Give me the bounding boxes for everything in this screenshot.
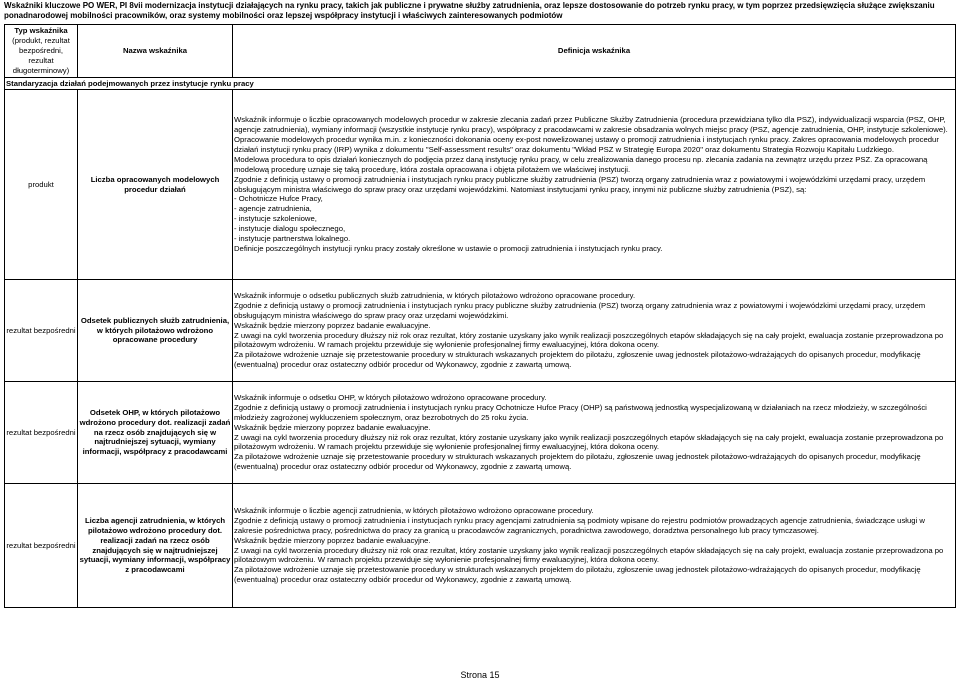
indicator-type: rezultat bezpośredni [5, 484, 78, 608]
definition-line: Za pilotażowe wdrożenie uznaje się przetestowanie procedury w strukturach wskazanych projektem do pilotażu, zgłoszenie uwag jednostek pilotażowo-wdrażających do opisanych procedur, modyfikację (ewentualną) procedur oraz ostateczny odbiór procedur od Wykonawcy, zgodnie z zawartą umową. [234, 350, 921, 370]
definition-line: Zgodnie z definicją ustawy o promocji zatrudnienia i instytucjach rynku pracy publiczne służby zatrudnienia (PSZ) tworzą organy zatrudnienia wraz z powiatowymi i wojewódzkimi urzędami pracy, urzędem obsługującym ministra właściwego do spraw pracy oraz urzędami wojewódzkimi. Natomiast instytucjami rynku pracy, innymi niż publiczne służby zatrudnienia (PSZ), są: [234, 174, 926, 194]
definition-line: Z uwagi na cykl tworzenia procedury dłuższy niż rok oraz rezultat, który zostanie uzyskany jako wynik realizacji poszczególnych etapów składających się na cały projekt, ewaluacja zostanie przeprowadzona po pilotażowym wdrożeniu. W ramach projektu przewiduje się wyłonienie profesjonalnej firmy ewaluacyjnej, która dokona oceny. [234, 330, 944, 350]
definition-line: Zgodnie z definicją ustawy o promocji zatrudnienia i instytucjach rynku pracy agencjami zatrudnienia są podmioty wpisane do rejestru podmiotów prowadzących agencje zatrudnienia, świadczące usługi w zakresie pośrednictwa pracy, pośrednictwa do pracy za granicą u pracodawców zagranicznych, poradnictwa zawodowego, doradztwa personalnego lub pracy tymczasowej. [234, 515, 925, 535]
definition-line: Zgodnie z definicją ustawy o promocji zatrudnienia i instytucjach rynku pracy Ochotnicze Hufce Pracy (OHP) są państwową jednostką wyspecjalizowaną w działaniach na rzecz młodzieży, w szczególności młodzieży zagrożonej wykluczeniem społecznym, oraz bezrobotnych do 25 roku życia. [234, 402, 927, 422]
indicator-name: Liczba opracowanych modelowych procedur działań [78, 90, 233, 280]
indicator-definition [233, 382, 956, 484]
definition-line: Z uwagi na cykl tworzenia procedury dłuższy niż rok oraz rezultat, który zostanie uzyskany jako wynik realizacji poszczególnych etapów składających się na cały projekt, ewaluacja zostanie przeprowadzona po pilotażowym wdrożeniu. W ramach projektu przewiduje się wyłonienie profesjonalnej firmy ewaluacyjnej, która dokona oceny. [234, 545, 944, 565]
table-row [5, 382, 956, 484]
indicator-definition [233, 484, 956, 608]
indicator-type: rezultat bezpośredni [5, 280, 78, 382]
indicator-name: Odsetek publicznych służb zatrudnienia, w których pilotażowo wdrożono opracowane procedury [78, 280, 233, 382]
definition-line: Zgodnie z definicją ustawy o promocji zatrudnienia i instytucjach rynku pracy publiczne służby zatrudnienia (PSZ) tworzą organy zatrudnienia wraz z powiatowymi i wojewódzkimi urzędami pracy, urzędem obsługującym ministra właściwego do spraw pracy oraz urzędami wojewódzkimi. [234, 300, 926, 320]
definition-line: - agencje zatrudnienia, [234, 204, 312, 214]
indicator-name: Odsetek OHP, w których pilotażowo wdrożono procedury dot. realizacji zadań na rzecz osób znajdujących się w najtrudniejszej sytuacji, wymiany informacji, współpracy z pracodawcami [78, 382, 233, 484]
header-type [5, 25, 78, 78]
indicator-name: Liczba agencji zatrudnienia, w których pilotażowo wdrożono procedury dot. realizacji zadań na rzecz osób znajdujących się w najtrudniejszej sytuacji, wymiany informacji, współpracy z pracodawcami [78, 484, 233, 608]
definition-line: Wskaźnik informuje o odsetku OHP, w których pilotażowo wdrożono opracowane procedury. [234, 392, 547, 402]
definition-line: Wskaźnik informuje o odsetku publicznych służb zatrudnienia, w których pilotażowo wdrożono opracowane procedury. [234, 290, 636, 300]
definition-line: - instytucje partnerstwa lokalnego. [234, 234, 351, 244]
table-row [5, 90, 956, 280]
definition-line: - instytucje szkoleniowe, [234, 214, 317, 224]
definition-line: Za pilotażowe wdrożenie uznaje się przetestowanie procedury w strukturach wskazanych projektem do pilotażu, zgłoszenie uwag jednostek pilotażowo-wdrażających do opisanych procedur, modyfikację (ewentualną) procedur oraz ostateczny odbiór procedur od Wykonawcy, zgodnie z zawartą umową. [234, 452, 921, 472]
definition-line: Z uwagi na cykl tworzenia procedury dłuższy niż rok oraz rezultat, który zostanie uzyskany jako wynik realizacji poszczególnych etapów składających się na cały projekt, ewaluacja zostanie przeprowadzona po pilotażowym wdrożeniu. W ramach projektu przewiduje się wyłonienie profesjonalnej firmy ewaluacyjnej, która dokona oceny. [234, 432, 944, 452]
table-row [5, 280, 956, 382]
header-type-subtitle: (produkt, rezultat bezpośredni, rezultat długoterminowy) [12, 36, 70, 75]
table-header-row [5, 25, 956, 78]
header-type-title: Typ wskaźnika [14, 26, 68, 36]
definition-line: Opracowanie modelowych procedur wynika m.in. z konieczności dokonania oceny ex-post nowelizowanej ustawy o promocji zatrudnienia i instytucjach rynku pracy. Zakres opracowania modelowych procedur działań instytucji rynku pracy (IRP) wynika z dokumentu "Self-assessment results" oraz dokumentu "Wkład PSZ w Strategię Europa 2020" oraz dokumentu Strategia Rozwoju Kapitału Ludzkiego. [234, 134, 939, 154]
definition-line: Wskaźnik będzie mierzony poprzez badanie ewaluacyjne. [234, 422, 431, 432]
definition-line: - Ochotnicze Hufce Pracy, [234, 194, 323, 204]
section-row [5, 78, 956, 90]
definition-line: Za pilotażowe wdrożenie uznaje się przetestowanie procedury w strukturach wskazanych projektem do pilotażu, zgłoszenie uwag jednostek pilotażowo-wdrażających do opisanych procedur, modyfikację (ewentualną) procedur oraz ostateczny odbiór procedur od Wykonawcy, zgodnie z zawartą umową. [234, 565, 921, 585]
definition-line: Wskaźnik będzie mierzony poprzez badanie ewaluacyjne. [234, 535, 431, 545]
definition-line: - instytucje dialogu społecznego, [234, 224, 346, 234]
definition-line: Wskaźnik będzie mierzony poprzez badanie ewaluacyjne. [234, 320, 431, 330]
header-definition: Definicja wskaźnika [233, 25, 956, 78]
indicator-type: rezultat bezpośredni [5, 382, 78, 484]
page-number: Strona 15 [460, 670, 500, 680]
page-title: Wskaźniki kluczowe PO WER, PI 8vii modernizacja instytucji działających na rynku pracy, takich jak publiczne i prywatne służby zatrudnienia, oraz lepsze dostosowanie do potrzeb rynku pracy, w tym poprzez przedsięwzięcia służące zwiększaniu ponadnarodowej mobilności pracowników, oraz systemy mobilności oraz lepszej współpracy instytucji i właściwych zainteresowanych podmiotów [4, 1, 935, 20]
definition-line: Wskaźnik informuje o liczbie opracowanych modelowych procedur w zakresie zlecania zadań przez Publiczne Służby Zatrudnienia (procedura przewidziana tylko dla PSZ), indywidualizacji wsparcia (PSZ, OHP, agencje zatrudnienia), wymiany informacji (wszystkie instytucje rynku pracy), współpracy z pracodawcami w zakresie obsadzania wolnych miejsc pracy (PSZ, agencje zatrudnienia, OHP, instytucje szkoleniowe). [234, 115, 948, 135]
definition-line: Wskaźnik informuje o liczbie agencji zatrudnienia, w których pilotażowo wdrożono opracowane procedury. [234, 505, 594, 515]
indicator-definition [233, 90, 956, 280]
header-name: Nazwa wskaźnika [78, 25, 233, 78]
section-title: Standaryzacja działań podejmowanych przez instytucje rynku pracy [5, 78, 956, 90]
definition-line: Modelowa procedura to opis działań koniecznych do podjęcia przez daną instytucję rynku pracy, w celu zrealizowania danego procesu np. zlecania zadania na zewnątrz urzędu przez PSZ. Za opracowaną modelową procedurę uznaje się taką procedurę, która została opracowana i objęta pilotażem we właściwej instytucji. [234, 154, 928, 174]
indicator-definition [233, 280, 956, 382]
table-row [5, 484, 956, 608]
indicator-type: produkt [5, 90, 78, 280]
definition-line: Definicje poszczególnych instytucji rynku pracy zostały określone w ustawie o promocji zatrudnienia i instytucjach rynku pracy. [234, 243, 663, 253]
indicator-table [4, 24, 956, 608]
